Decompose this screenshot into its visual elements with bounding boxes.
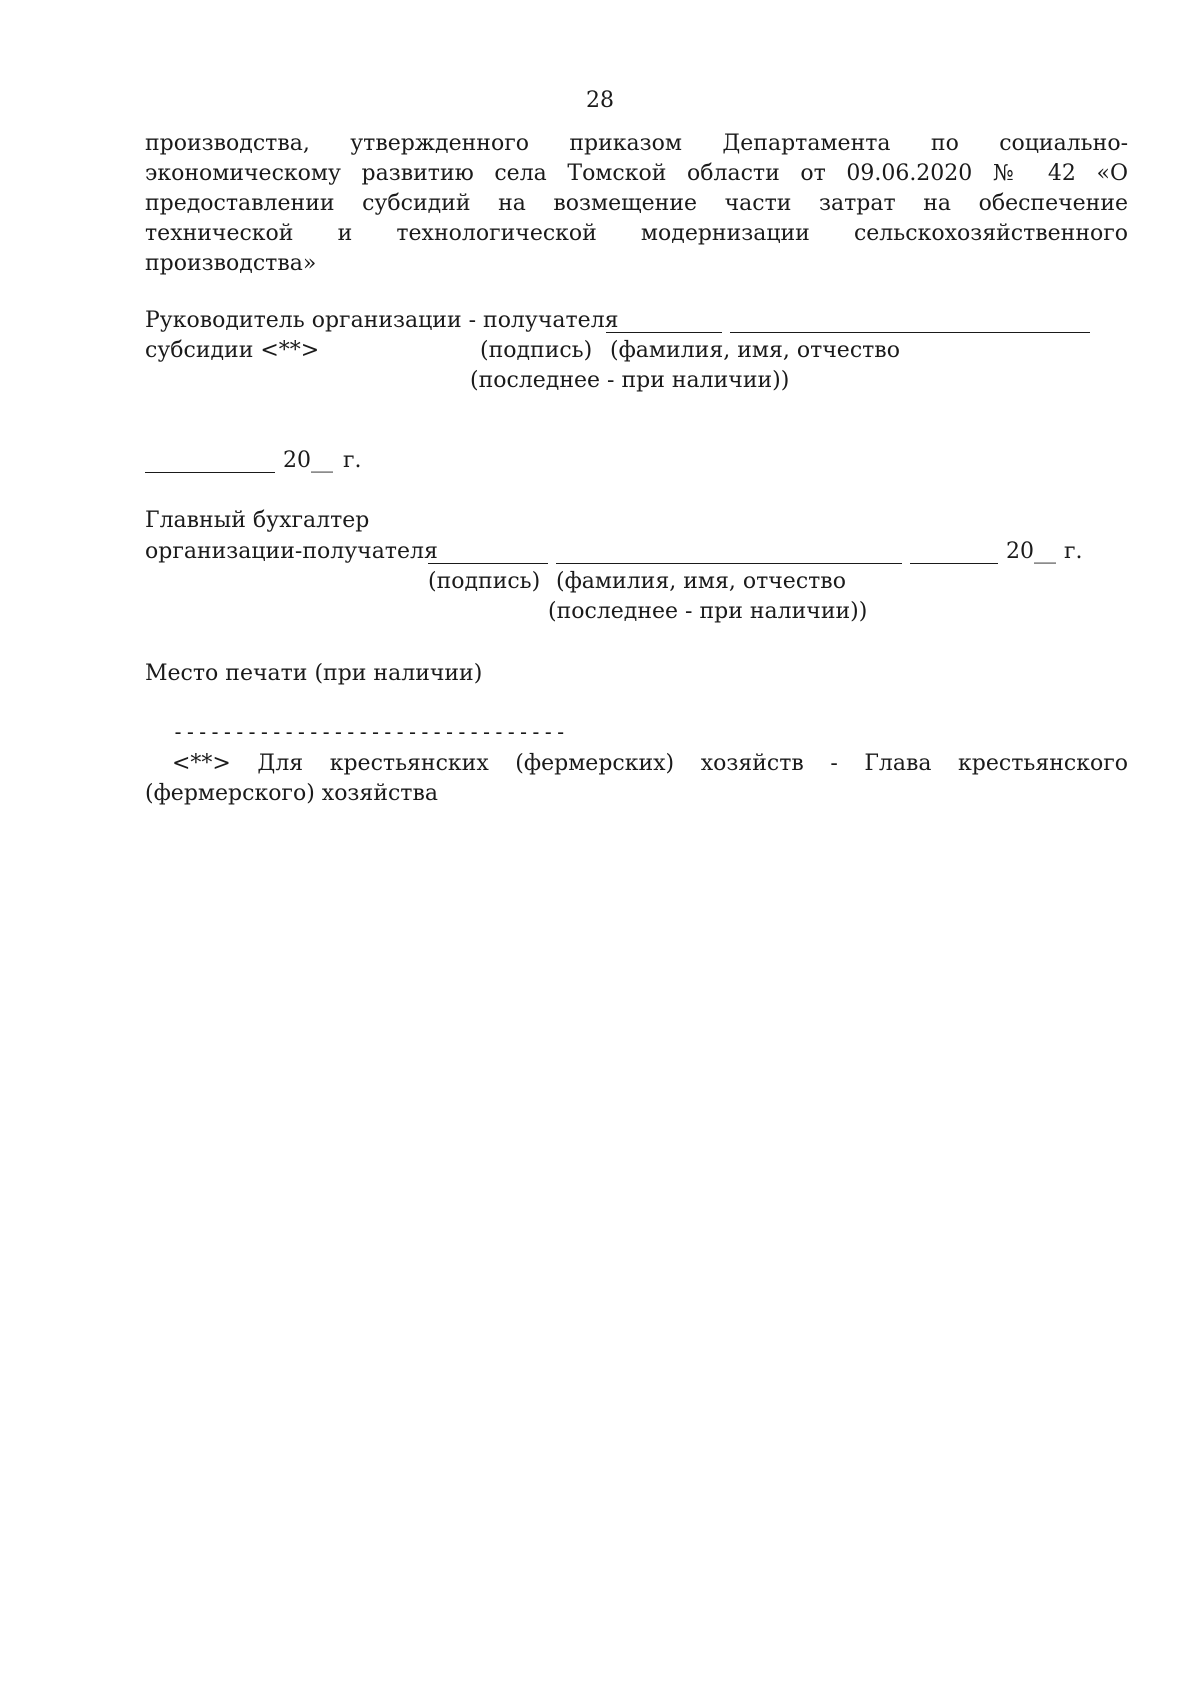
- accountant-year-suffix: г.: [1064, 539, 1083, 564]
- intro-line-4: технической и технологической модернизации сельскохозяйственного: [145, 221, 1128, 246]
- head-name-caption-1: (фамилия, имя, отчество: [610, 338, 900, 363]
- footnote-line-2: (фермерского) хозяйства: [145, 781, 438, 806]
- intro-line-5: производства»: [145, 251, 317, 276]
- head-name-line: [730, 332, 1090, 333]
- head-label-line-1: Руководитель организации - получателя: [145, 308, 619, 333]
- accountant-label-line-2: организации-получателя: [145, 539, 438, 564]
- accountant-label-line-1: Главный бухгалтер: [145, 508, 370, 533]
- stamp-place: Место печати (при наличии): [145, 661, 483, 686]
- footnote-separator: --------------------------------: [172, 720, 567, 744]
- accountant-name-caption-1: (фамилия, имя, отчество: [556, 569, 846, 594]
- head-label-line-2: субсидии <**>: [145, 338, 320, 363]
- head-name-caption-2: (последнее - при наличии)): [470, 368, 790, 393]
- date-blank-line: [145, 472, 275, 473]
- page-number: 28: [586, 88, 614, 113]
- accountant-year-prefix: 20__: [1006, 539, 1056, 564]
- accountant-signature-line: [428, 563, 548, 564]
- intro-line-2: экономическому развитию села Томской области от 09.06.2020 № 42 «О: [145, 161, 1128, 186]
- intro-line-1: производства, утвержденного приказом Департамента по социально-: [145, 131, 1128, 156]
- accountant-signature-caption: (подпись): [428, 569, 541, 594]
- date-year-prefix: 20__: [283, 448, 333, 473]
- head-signature-caption: (подпись): [480, 338, 593, 363]
- date-year-suffix: г.: [343, 448, 362, 473]
- head-signature-line: [606, 332, 722, 333]
- intro-line-3: предоставлении субсидий на возмещение части затрат на обеспечение: [145, 191, 1128, 216]
- accountant-date-line: [910, 563, 998, 564]
- footnote-line-1: <**> Для крестьянских (фермерских) хозяйств - Глава крестьянского: [172, 751, 1128, 776]
- accountant-name-caption-2: (последнее - при наличии)): [548, 599, 868, 624]
- accountant-name-line: [556, 563, 902, 564]
